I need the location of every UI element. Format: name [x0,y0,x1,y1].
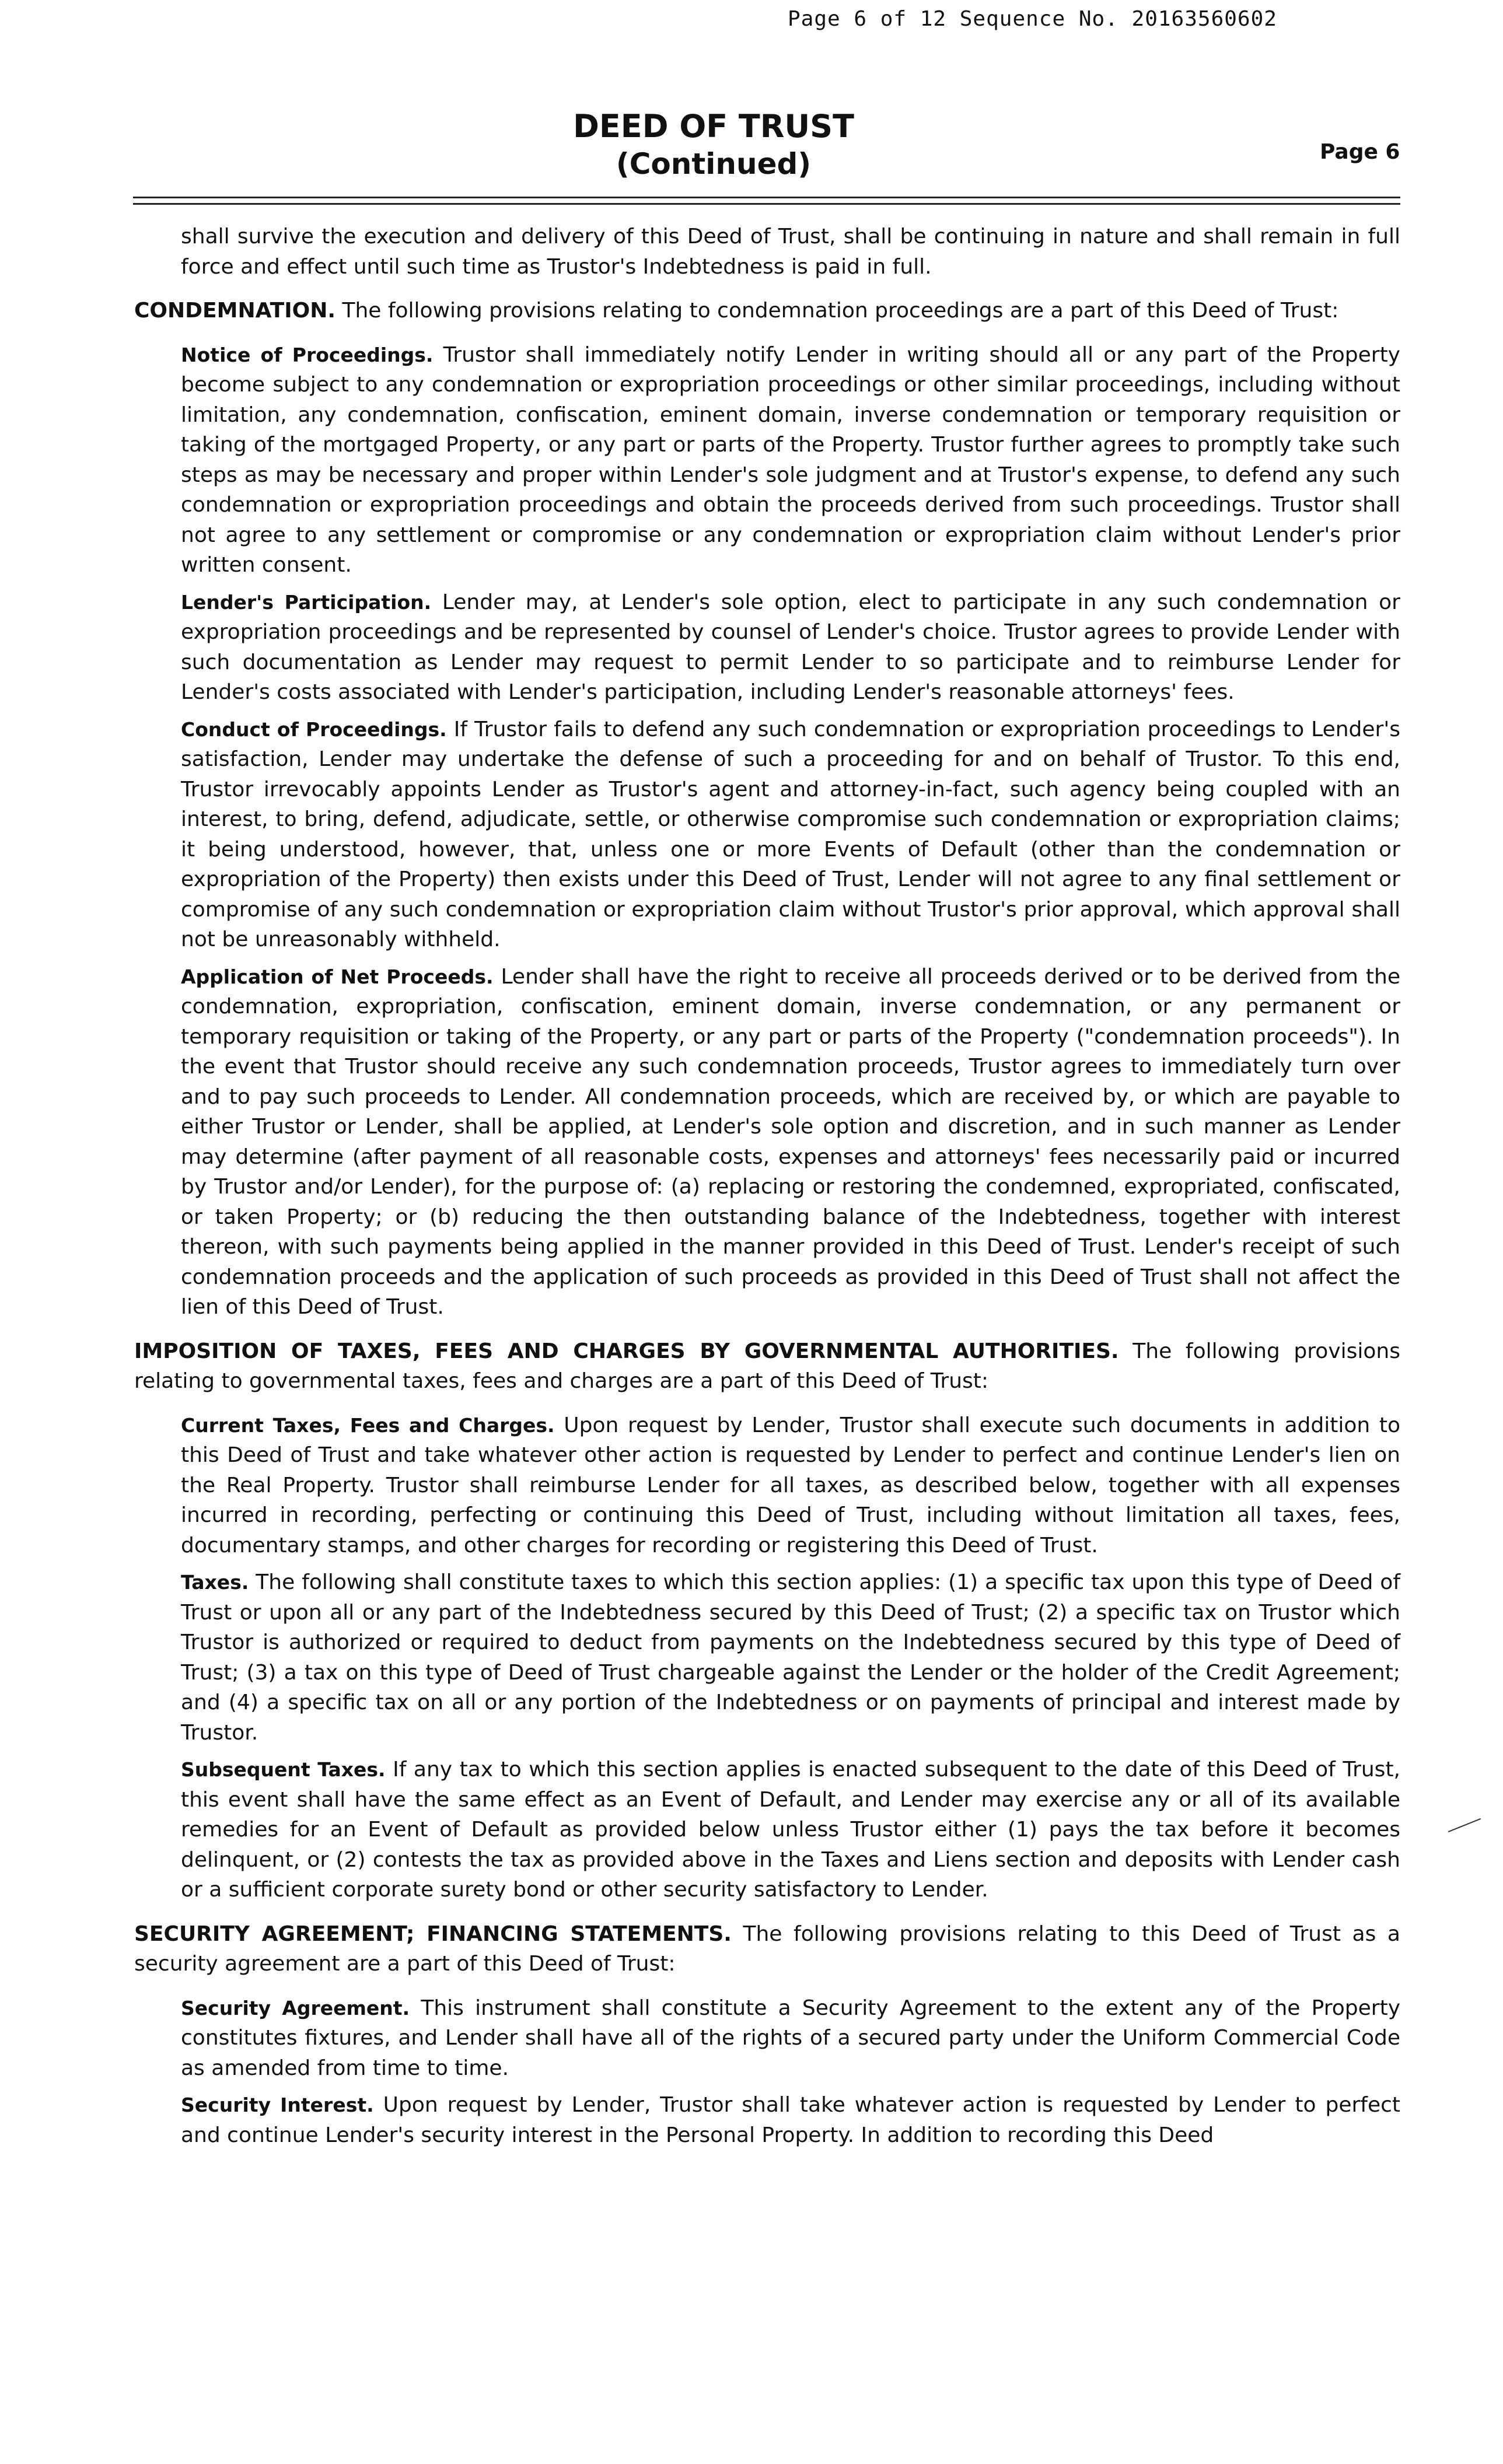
condemnation-heading: CONDEMNATION. [134,299,336,323]
taxes-text: The following shall constitute taxes to which this section applies: (1) a specific tax upon this type of Deed of Trust or upon all or any part of the Indebtedness secured by this Deed of Trust; (2) a specific tax on Trustor which Trustor is authorized or required to deduct from payments on the Indebtedness secured by this type of Deed of Trust; (3) a tax on this type of Deed of Trust chargeable against the Lender or the holder of the Credit Agreement; and (4) a specific tax on all or any portion of the Indebtedness or on payments of principal and interest made by Trustor. [181,1570,1400,1745]
conduct-of-proceedings-title: Conduct of Proceedings. [181,718,447,741]
margin-pen-mark [1448,1818,1481,1832]
condemnation-intro: The following provisions relating to condemnation proceedings are a part of this Deed of Trust: [335,299,1339,323]
condemnation-section [134,296,1400,326]
security-agreement-text: This instrument shall constitute a Security Agreement to the extent any of the Property constitutes fixtures, and Lender shall have all of the rights of a secured party under the Uniform Commercial Code as amended from time to time. [181,1996,1400,2080]
security-heading: SECURITY AGREEMENT; FINANCING STATEMENTS. [134,1922,732,1946]
page-number: Page 6 [1320,140,1400,164]
security-interest-title: Security Interest. [181,2094,374,2116]
taxes-heading: IMPOSITION OF TAXES, FEES AND CHARGES BY GOVERNMENTAL AUTHORITIES. [134,1339,1119,1363]
document-title: DEED OF TRUST [573,108,854,145]
taxes-intro: The following provisions relating to governmental taxes, fees and charges are a part of this Deed of Trust: [134,1339,1400,1393]
security-interest-paragraph [134,2090,1400,2150]
current-taxes-title: Current Taxes, Fees and Charges. [181,1413,555,1437]
conduct-of-proceedings-paragraph [134,715,1400,955]
document-subtitle: (Continued) [616,147,812,181]
document-title-block [0,108,1503,183]
lenders-participation-paragraph [134,587,1400,708]
current-taxes-text: Upon request by Lender, Trustor shall execute such documents in addition to this Deed of Trust and take whatever other action is requested by Lender to perfect and continue Lender's lien on the Real Property. Trustor shall reimburse Lender for all taxes, as described below, together with all expenses incurred in recording, perfecting or continuing this Deed of Trust, including without limitation all taxes, fees, documentary stamps, and other charges for recording or registering this Deed of Trust. [181,1413,1400,1558]
security-section [134,1919,1400,1979]
security-interest-text: Upon request by Lender, Trustor shall take whatever action is requested by Lender to perfect and continue Lender's security interest in the Personal Property. In addition to recording this Deed [181,2093,1400,2147]
taxes-section [134,1336,1400,1396]
subsequent-taxes-paragraph [134,1755,1400,1905]
current-taxes-paragraph [134,1410,1400,1561]
conduct-of-proceedings-text: If Trustor fails to defend any such condemnation or expropriation proceedings to Lender's satisfaction, Lender may undertake the defense of such a proceeding for and on behalf of Trustor. To this end, Trustor irrevocably appoints Lender as Trustor's agent and attorney-in-fact, such agency being coupled with an interest, to bring, defend, adjudicate, settle, or otherwise compromise such condemnation or expropriation claims; it being understood, however, that, unless one or more Events of Default (other than the condemnation or expropriation of the Property) then exists under this Deed of Trust, Lender will not agree to any final settlement or compromise of any such condemnation or expropriation claim without Trustor's prior approval, which approval shall not be unreasonably withheld. [181,717,1400,951]
application-of-net-proceeds-paragraph [134,962,1400,1322]
lenders-participation-title: Lender's Participation. [181,590,432,614]
subsequent-taxes-text: If any tax to which this section applies is enacted subsequent to the date of this Deed of Trust, this event shall have the same effect as an Event of Default, and Lender may exercise any or all of its available remedies for an Event of Default as provided below unless Trustor either (1) pays the tax before it becomes delinquent, or (2) contests the tax as provided above in the Taxes and Liens section and deposits with Lender cash or a sufficient corporate surety bond or other security satisfactory to Lender. [181,1758,1400,1902]
application-of-net-proceeds-text: Lender shall have the right to receive all proceeds derived or to be derived from the condemnation, expropriation, confiscation, eminent domain, inverse condemnation, or any permanent or temporary requisition or taking of the Property, or any part or parts of the Property ("condemnation proceeds"). In the event that Trustor should receive any such condemnation proceeds, Trustor agrees to immediately turn over and to pay such proceeds to Lender. All condemnation proceeds, which are received by, or which are payable to either Trustor or Lender, shall be applied, at Lender's sole option and discretion, and in such manner as Lender may determine (after payment of all reasonable costs, expenses and attorneys' fees necessarily paid or incurred by Trustor and/or Lender), for the purpose of: (a) replacing or restoring the condemned, expropriated, confiscated, or taken Property; or (b) reducing the then outstanding balance of the Indebtedness, together with interest thereon, with such payments being applied in the manner provided in this Deed of Trust. Lender's receipt of such condemnation proceeds and the application of such proceeds as provided in this Deed of Trust shall not affect the lien of this Deed of Trust. [181,964,1400,1319]
subsequent-taxes-title: Subsequent Taxes. [181,1758,386,1781]
intro-paragraph: shall survive the execution and delivery of this Deed of Trust, shall be continuing in nature and shall remain in full force and effect until such time as Trustor's Indebtedness is paid in full. [181,225,1400,279]
lenders-participation-text: Lender may, at Lender's sole option, elect to participate in any such condemnation or expropriation proceedings and be represented by counsel of Lender's choice. Trustor agrees to provide Lender with such documentation as Lender may request to permit Lender to so participate and to reimburse Lender for Lender's costs associated with Lender's participation, including Lender's reasonable attorneys' fees. [181,590,1400,704]
security-agreement-title: Security Agreement. [181,1996,410,2020]
notice-of-proceedings-title: Notice of Proceedings. [181,343,434,366]
taxes-title: Taxes. [181,1571,249,1594]
header-divider-top [133,197,1400,198]
notice-of-proceedings-paragraph [134,340,1400,580]
document-body [134,222,1400,2150]
security-agreement-paragraph [134,1993,1400,2084]
application-of-net-proceeds-title: Application of Net Proceeds. [181,965,494,988]
taxes-paragraph [134,1567,1400,1748]
header-divider-bottom [133,203,1400,205]
sequence-number-line: Page 6 of 12 Sequence No. 20163560602 [788,7,1277,31]
notice-of-proceedings-text: Trustor shall immediately notify Lender in writing should all or any part of the Property become subject to any condemnation or expropriation proceedings or other similar proceedings, including without limitation, any condemnation, confiscation, eminent domain, inverse condemnation or temporary requisition or taking of the mortgaged Property, or any part or parts of the Property. Trustor further agrees to promptly take such steps as may be necessary and proper within Lender's sole judgment and at Trustor's expense, to defend any such condemnation or expropriation proceedings and obtain the proceeds derived from such proceedings. Trustor shall not agree to any settlement or compromise or any condemnation or expropriation claim without Lender's prior written consent. [181,342,1400,577]
security-intro: The following provisions relating to this Deed of Trust as a security agreement are a part of this Deed of Trust: [134,1922,1400,1976]
